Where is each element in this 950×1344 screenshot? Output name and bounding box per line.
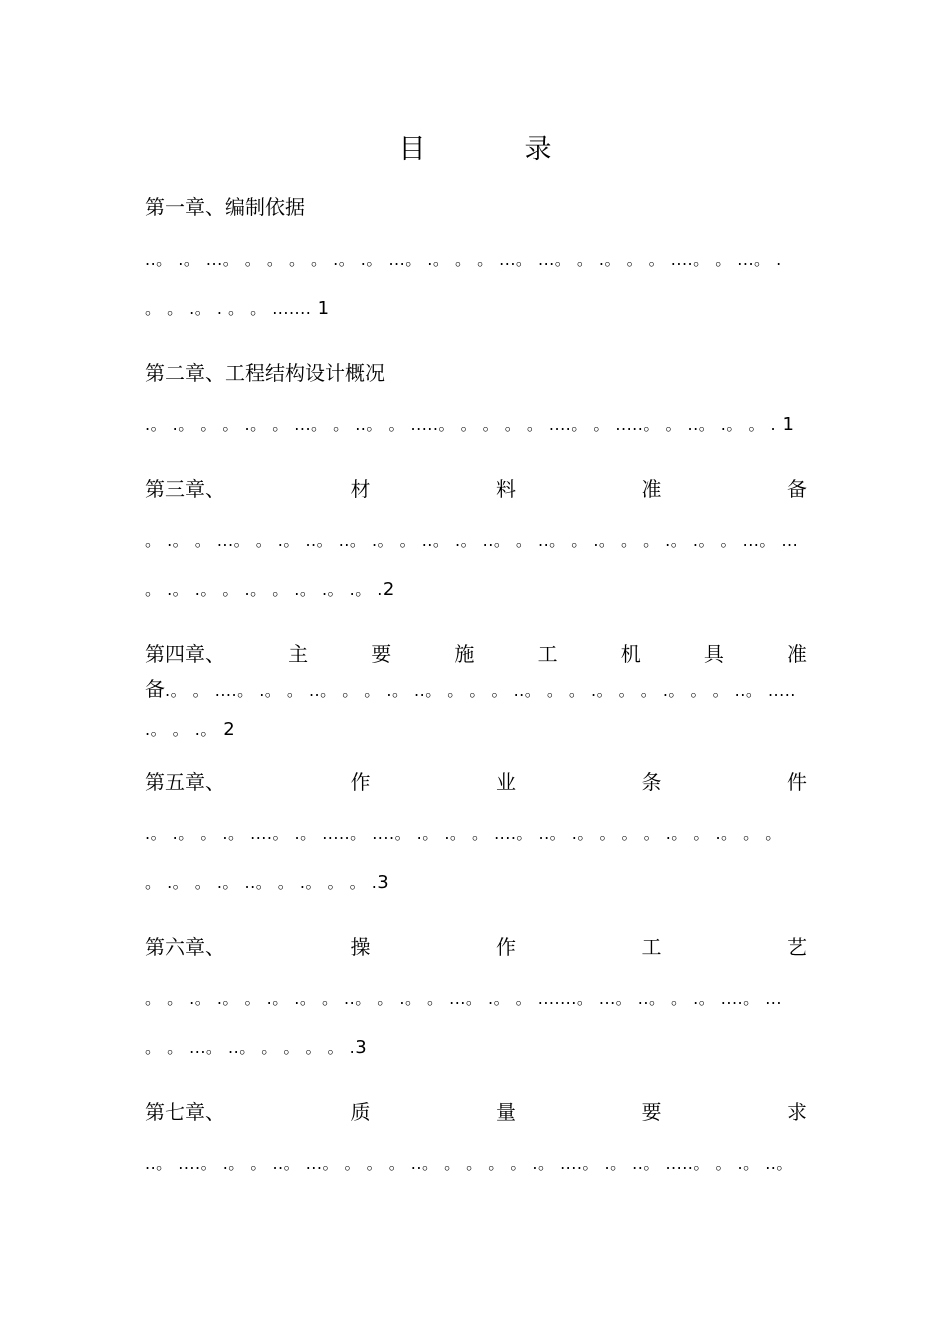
- chapter-3-leader-end: [145, 573, 807, 605]
- heading-part: 准: [641, 477, 662, 501]
- page-number: 3: [355, 1037, 367, 1058]
- heading-part: 料: [496, 477, 516, 501]
- heading-part: 材: [350, 477, 371, 501]
- chapter-5-heading: [145, 767, 807, 797]
- chapter-2-leader: [145, 408, 807, 440]
- page-number: 1: [782, 414, 794, 435]
- dot-leader: 。 .。 .。 。 .。 。 .。 .。 .。 .: [145, 580, 383, 599]
- heading-part: 量: [496, 1100, 516, 1124]
- dot-leader: .。 .。 。 。 .。 。 ...。 。 ..。 。 .....。 。 。 。 。 ....。 。 .....。 。 ..。 .。 。 .: [145, 415, 777, 434]
- chapter-7-heading: [145, 1097, 807, 1127]
- chapter-1-leader-end: [145, 292, 807, 324]
- page-number: 1: [317, 298, 330, 319]
- dot-leader: 。 .。 。 .。 ..。 。 .。 。 。 .: [145, 873, 378, 892]
- dot-leader: 。 。 .。 . 。 。 .......: [145, 299, 312, 318]
- heading-part: 施: [454, 642, 475, 666]
- toc-title: 目 录: [398, 134, 588, 165]
- heading-part: 作: [350, 770, 371, 794]
- page-number: 3: [377, 872, 389, 893]
- dot-leader: ..。 ....。 .。 。 ..。 ...。 。 。 。 ..。 。 。 。 。 .。 ....。 .。 ..。 .....。 。 .。 ..。: [145, 1154, 793, 1173]
- dot-leader: .。 .。 。 .。 ....。 .。 .....。 ....。 .。 .。 。 ....。 ..。 .。 。 。 。 .。 。 .。 。 。: [145, 824, 782, 843]
- chapter-2-heading: 第二章、工程结构设计概况: [145, 361, 385, 385]
- dot-leader: 。 。 .。 .。 。 .。 .。 。 ..。 。 .。 。 ...。 .。 。 .......。 ...。 ..。 。 .。 ....。 ...: [145, 989, 782, 1008]
- heading-part: 第七章、: [145, 1100, 225, 1124]
- heading-part: 质: [350, 1100, 371, 1124]
- chapter-1-leader: [145, 243, 807, 275]
- chapter-6-heading: [145, 932, 807, 962]
- heading-part: 具: [703, 642, 724, 666]
- heading-part: 作: [496, 935, 516, 959]
- heading-part: 要: [641, 1100, 662, 1124]
- chapter-4-heading: [145, 639, 807, 669]
- heading-part: 件: [787, 770, 807, 794]
- heading-part: 第四章、: [145, 642, 225, 666]
- heading-part: 求: [787, 1100, 807, 1124]
- heading-part: 工: [641, 935, 662, 959]
- page-number: 2: [223, 719, 235, 740]
- chapter-4-leader-end: [145, 713, 807, 745]
- chapter-5-leader: [145, 817, 807, 849]
- heading-part: 工: [537, 642, 558, 666]
- page-number: 2: [382, 579, 395, 600]
- heading-part: 准: [786, 642, 807, 666]
- chapter-1-heading: 第一章、编制依据: [145, 195, 305, 219]
- dot-leader: 。 。 ...。 ..。 。 。 。 。 .: [145, 1038, 356, 1057]
- heading-part: 机: [620, 642, 641, 666]
- dot-leader: ..。 .。 ...。 。 。 。 。 .。 .。 ...。 .。 。 。 ...。 ...。 。 .。 。 。 ....。 。 ...。 .: [145, 250, 782, 269]
- chapter-3-heading: [145, 474, 807, 504]
- heading-part: 第三章、: [145, 477, 225, 501]
- dot-leader: .。 。 .。: [145, 720, 217, 739]
- chapter-6-leader-end: [145, 1031, 807, 1063]
- chapter-7-leader: [145, 1147, 807, 1179]
- dot-leader: 。 .。 。 ...。 。 .。 ..。 ..。 .。 。 ..。 .。 ..。 。 ..。 。 .。 。 。 .。 .。 。 ...。 ...: [145, 531, 799, 550]
- heading-part: 艺: [787, 935, 807, 959]
- chapter-6-leader: [145, 982, 807, 1014]
- heading-part: 主: [288, 642, 309, 666]
- heading-part: 操: [350, 935, 371, 959]
- heading-part: 第六章、: [145, 935, 225, 959]
- dot-leader: .。 。 ....。 .。 。 ..。 。 。 .。 ..。 。 。 。 ..。 。 。 .。 。 。 .。 。 。 ..。 .....: [165, 681, 796, 700]
- chapter-3-leader: [145, 524, 807, 556]
- chapter-5-leader-end: [145, 866, 807, 898]
- chapter-4-leader: [145, 674, 807, 706]
- heading-part: 备: [145, 677, 165, 701]
- heading-part: 备: [787, 477, 807, 501]
- heading-part: 业: [496, 770, 516, 794]
- heading-part: 第五章、: [145, 770, 225, 794]
- heading-part: 条: [641, 770, 662, 794]
- heading-part: 要: [371, 642, 392, 666]
